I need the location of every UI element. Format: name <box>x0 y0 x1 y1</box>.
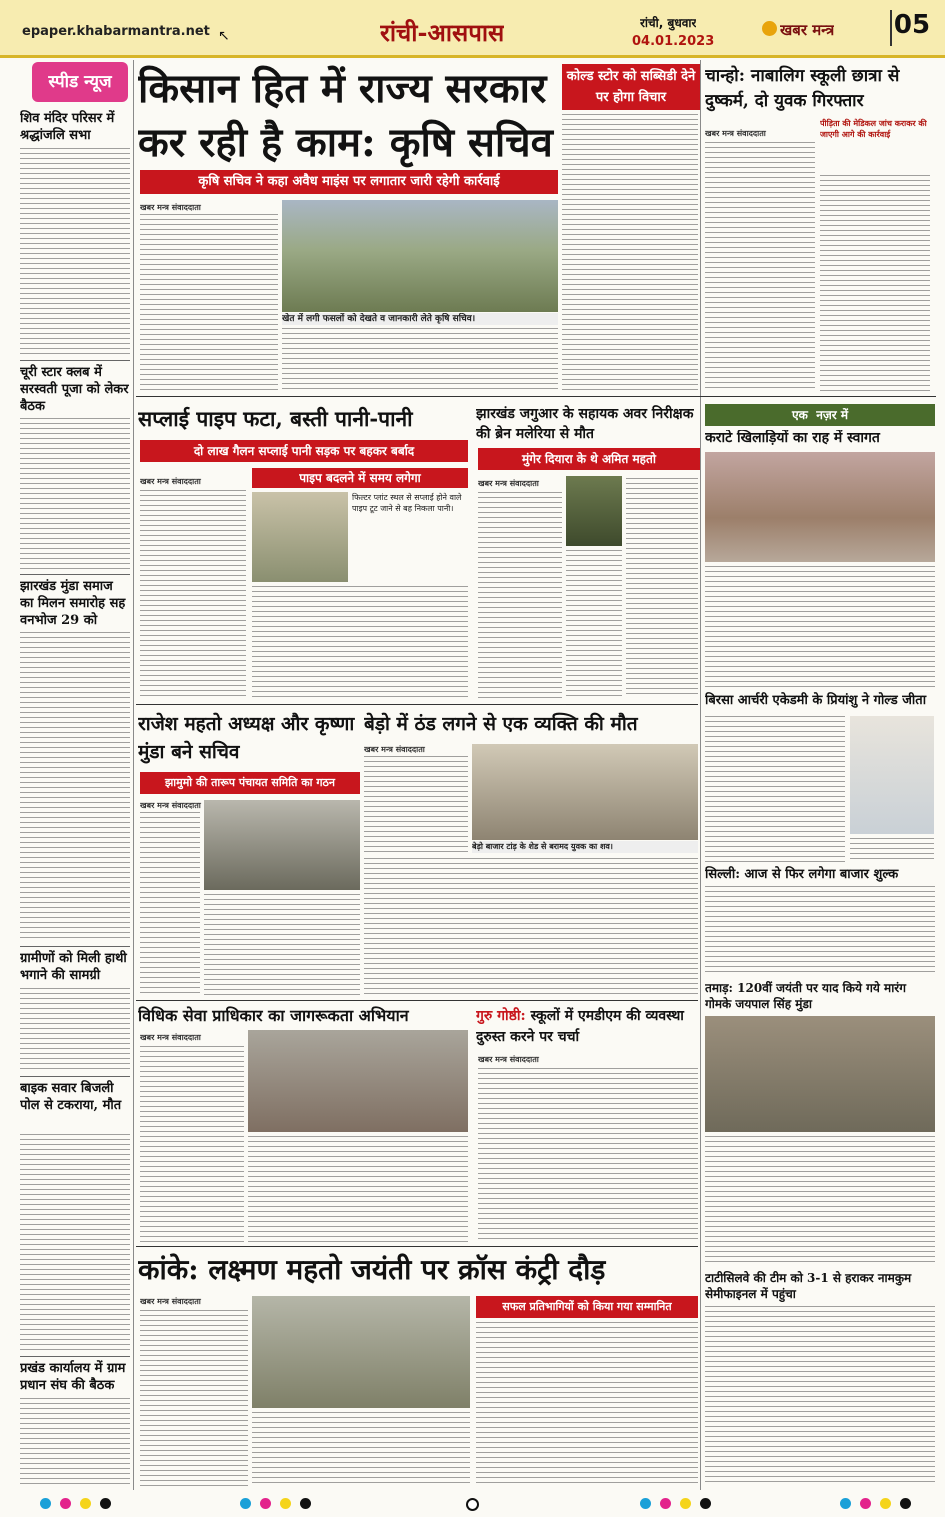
lead-body <box>140 214 278 390</box>
registration-dot-icon <box>640 1498 651 1509</box>
registration-dot-icon <box>840 1498 851 1509</box>
rajesh-byline: खबर मन्त्र संवाददाता <box>140 801 201 810</box>
chanho-byline: खबर मन्त्र संवाददाता <box>705 129 766 138</box>
divider <box>20 574 130 575</box>
cold-death-body <box>364 858 698 996</box>
divider <box>20 1356 130 1357</box>
city-day: रांची, बुधवार <box>640 16 697 30</box>
tamad-headline: तमाड़: 120वीं जयंती पर याद किये गये मारंग गोमके जयपाल सिंह मुंडा <box>705 981 906 1011</box>
lead-byline: खबर मन्त्र संवाददाता <box>140 203 201 212</box>
ek-nazar-banner <box>705 404 935 426</box>
sili-headline: सिल्ली: आज से फिर लगेगा बाजार शुल्क <box>705 867 899 882</box>
cold-death-caption: बेड़ो बाजार टांड़ के शेड से बरामद युवक का शव। <box>472 841 698 853</box>
chanho-body <box>705 142 815 392</box>
karate-photo <box>705 452 935 562</box>
divider <box>136 396 936 397</box>
edition-date: 04.01.2023 <box>632 34 715 49</box>
divider <box>20 946 130 947</box>
page-number: 05 <box>890 10 932 46</box>
table-tennis-headline: टाटीसिलवे की टीम को 3-1 से हराकर नामकुम सेमीफाइनल में पहुंचा <box>705 1271 912 1301</box>
lead-photo-caption: खेत में लगी फसलों को देखते व जानकारी लेते कृषि सचिव। <box>282 313 558 325</box>
cold-death-body <box>364 756 468 856</box>
masthead <box>0 0 945 58</box>
vidhik-photo <box>248 1030 468 1132</box>
rajesh-photo <box>204 800 360 890</box>
cold-death-photo <box>472 744 698 840</box>
speed-news-badge: स्पीड न्यूज <box>32 62 128 102</box>
kanke-byline: खबर मन्त्र संवाददाता <box>140 1297 201 1306</box>
kanke-subhead: सफल प्रतिभागियों को किया गया सम्मानित <box>476 1296 698 1318</box>
pipe-body <box>140 490 246 698</box>
column-rule <box>700 60 701 1490</box>
jaguar-body <box>626 478 698 698</box>
guru-goshthi-headline <box>476 1006 698 1048</box>
kanke-body <box>252 1412 470 1486</box>
registration-dot-icon <box>240 1498 251 1509</box>
brief-headline: बाइक सवार बिजली पोल से टकराया, मौत <box>20 1081 122 1113</box>
pipe-body <box>252 586 468 698</box>
cold-store-headline: कोल्ड स्टोर को सब्सिडी देने पर होगा विचार <box>562 64 700 110</box>
registration-dot-icon <box>80 1498 91 1509</box>
registration-dot-icon <box>60 1498 71 1509</box>
vidhik-body <box>140 1046 244 1242</box>
brief-headline: ग्रामीणों को मिली हाथी भगाने की सामग्री <box>20 951 127 983</box>
brief-headline: शिव मंदिर परिसर में श्रद्धांजलि सभा <box>20 111 115 143</box>
vidhik-headline: विधिक सेवा प्राधिकार का जागरूकता अभियान <box>138 1006 409 1025</box>
registration-dot-icon <box>700 1498 711 1509</box>
jaguar-body <box>566 550 622 698</box>
registration-dot-icon <box>100 1498 111 1509</box>
vidhik-byline: खबर मन्त्र संवाददाता <box>140 1033 201 1042</box>
registration-dot-icon <box>300 1498 311 1509</box>
brief-headline: चूरी स्टार क्लब में सरस्वती पूजा को लेकर बैठक <box>20 365 129 414</box>
pipe-subhead: दो लाख गैलन सप्लाई पानी सड़क पर बहकर बर्बाद <box>140 440 468 462</box>
pipe-byline: खबर मन्त्र संवाददाता <box>140 477 201 486</box>
karate-body <box>705 566 935 688</box>
brief-body <box>20 1398 130 1486</box>
registration-dot-icon <box>860 1498 871 1509</box>
brief-body <box>20 1134 130 1352</box>
sili-body <box>705 886 935 976</box>
divider <box>136 704 698 705</box>
vidhik-body <box>248 1136 468 1242</box>
guru-goshthi-label: गुरु गोष्ठी: <box>476 1008 526 1024</box>
brand-name: खबर मन्त्र <box>780 21 835 39</box>
nazar-label: नज़र में <box>816 408 849 422</box>
birsa-body <box>705 716 845 862</box>
birsa-photo <box>850 716 934 834</box>
lead-headline: किसान हित में राज्य सरकार कर रही है काम: कृषि सचिव <box>138 65 553 166</box>
divider <box>136 1246 698 1247</box>
tamad-body <box>705 1136 935 1266</box>
table-tennis-body <box>705 1306 935 1486</box>
pipe-subhead-2: पाइप बदलने में समय लगेगा <box>252 468 468 488</box>
jaguar-body <box>478 492 562 698</box>
brief-body <box>20 632 130 942</box>
rajesh-body <box>140 812 200 996</box>
site-url[interactable]: epaper.khabarmantra.net <box>22 24 210 39</box>
pipe-headline: सप्लाई पाइप फटा, बस्ती पानी-पानी <box>138 406 413 431</box>
kanke-body <box>476 1322 698 1486</box>
kanke-body <box>140 1310 248 1486</box>
kanke-headline: कांके: लक्ष्मण महतो जयंती पर क्रॉस कंट्री दौड़ <box>138 1253 606 1286</box>
divider <box>20 1076 130 1077</box>
lead-body <box>282 328 558 390</box>
column-rule <box>133 60 134 1490</box>
crosshair-icon <box>466 1498 479 1511</box>
rajesh-body <box>204 894 360 996</box>
jaguar-byline: खबर मन्त्र संवाददाता <box>478 479 539 488</box>
kanke-photo <box>252 1296 470 1408</box>
cold-death-headline: बेड़ो में ठंड लगने से एक व्यक्ति की मौत <box>364 713 638 735</box>
jaguar-portrait <box>566 476 622 546</box>
lead-photo <box>282 200 558 312</box>
registration-dot-icon <box>880 1498 891 1509</box>
guru-goshthi-title: स्कूलों में एमडीएम की व्यवस्था दुरुस्त करने पर चर्चा <box>476 1008 684 1045</box>
cold-death-byline: खबर मन्त्र संवाददाता <box>364 745 425 754</box>
registration-dot-icon <box>660 1498 671 1509</box>
brief-body <box>20 148 130 356</box>
lead-subhead: कृषि सचिव ने कहा अवैध माइंस पर लगातार जारी रहेगी कार्रवाई <box>140 170 558 194</box>
chanho-body <box>820 175 930 392</box>
registration-dot-icon <box>40 1498 51 1509</box>
guru-goshthi-body <box>478 1068 698 1242</box>
karate-headline: कराटे खिलाड़ियों का राह में स्वागत <box>705 430 880 446</box>
brief-body <box>20 418 130 570</box>
registration-dot-icon <box>280 1498 291 1509</box>
rajesh-headline: राजेश महतो अध्यक्ष और कृष्णा मुंडा बने सचिव <box>138 713 355 763</box>
birsa-headline: बिरसा आर्चरी एकेडमी के प्रियांशु ने गोल्ड जीता <box>705 693 927 708</box>
mouse-cursor-icon: ↖ <box>218 28 230 44</box>
registration-dot-icon <box>260 1498 271 1509</box>
birsa-body <box>850 838 934 862</box>
registration-dot-icon <box>900 1498 911 1509</box>
registration-dot-icon <box>680 1498 691 1509</box>
pipe-photo <box>252 492 348 582</box>
brand-logo-icon <box>762 21 777 36</box>
divider <box>136 1000 698 1001</box>
pipe-photo-caption: फिल्टर प्लांट स्थल से सप्लाई होने वाले पाइप टूट जाने से बह निकला पानी। <box>352 493 462 513</box>
brief-body <box>20 988 130 1072</box>
tamad-photo <box>705 1016 935 1132</box>
jaguar-subhead: मुंगेर दियारा के थे अमित महतो <box>478 448 700 470</box>
guru-goshthi-byline: खबर मन्त्र संवाददाता <box>478 1055 539 1064</box>
brief-headline: प्रखंड कार्यालय में ग्राम प्रधान संघ की बैठक <box>20 1361 126 1393</box>
chanho-photo-caption: पीड़िता की मेडिकल जांच कराकर की जाएगी आगे की कार्रवाई <box>820 119 927 139</box>
divider <box>20 360 130 361</box>
chanho-headline: चान्हो: नाबालिग स्कूली छात्रा से दुष्कर्म, दो युवक गिरफ्तार <box>705 66 900 111</box>
cold-store-body <box>562 114 698 390</box>
print-registration-marks <box>0 1490 945 1517</box>
brief-headline: झारखंड मुंडा समाज का मिलन समारोह सह वनभोज 29 को <box>20 579 126 628</box>
jaguar-headline: झारखंड जगुआर के सहायक अवर निरीक्षक की ब्रेन मलेरिया से मौत <box>476 406 694 442</box>
ek-label: एक <box>791 408 808 422</box>
rajesh-subhead: झामुमो की तारूप पंचायत समिति का गठन <box>140 772 360 794</box>
section-title: रांची-आसपास <box>380 18 505 47</box>
